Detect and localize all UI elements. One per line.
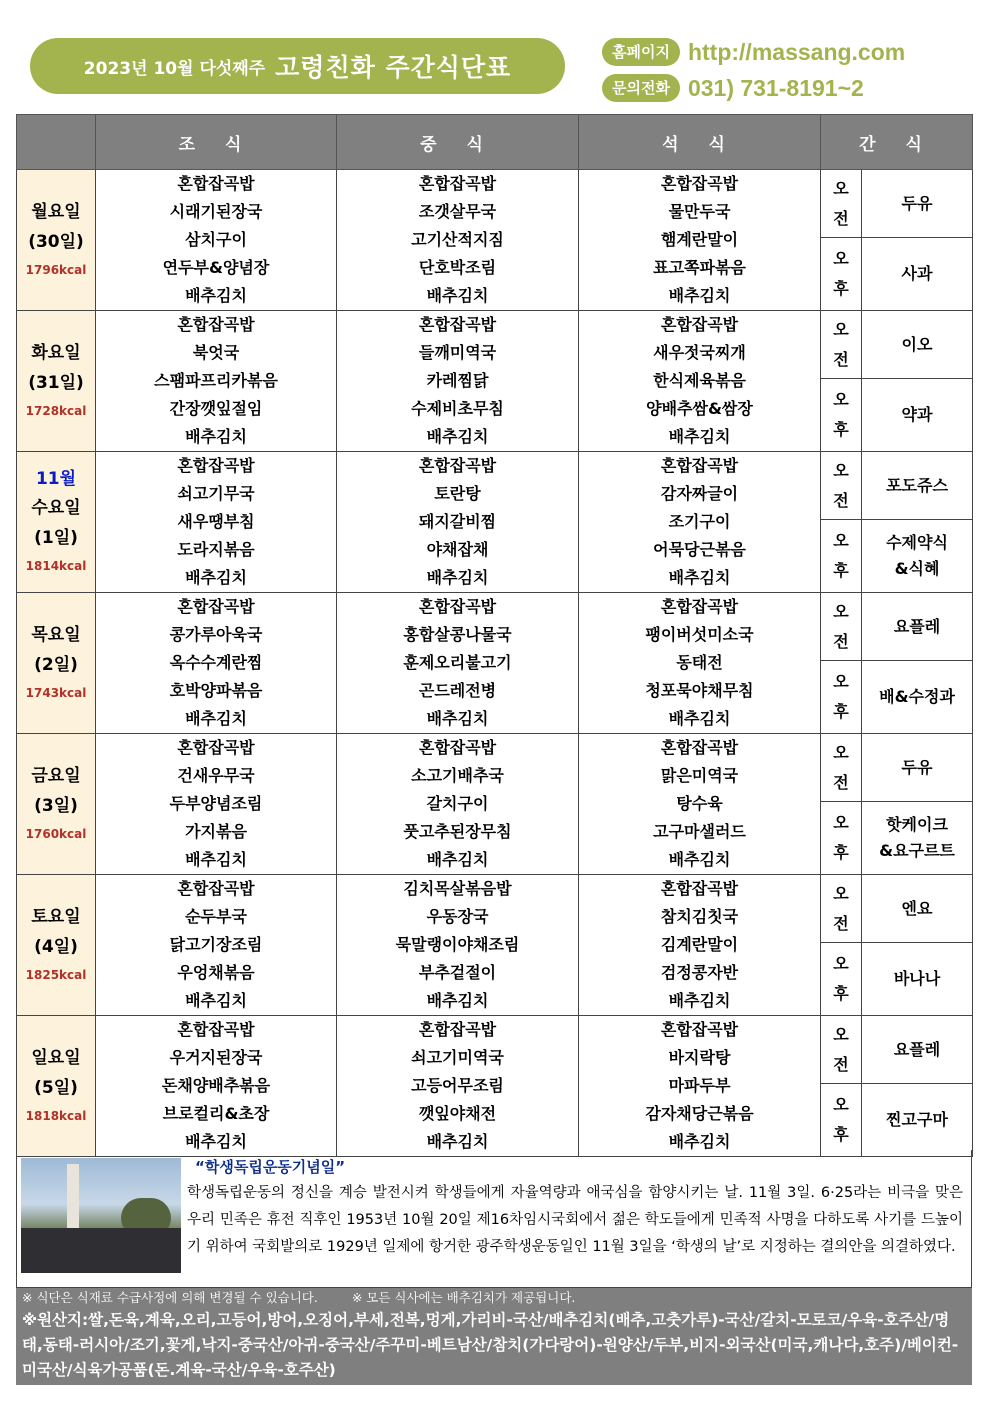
- day-cell: [17, 311, 96, 452]
- am-snack: [862, 593, 973, 661]
- menu-item: 호박양파볶음: [169, 681, 263, 700]
- homepage-link[interactable]: http://massang.com: [687, 38, 906, 65]
- day-name: 월요일: [31, 202, 81, 222]
- breakfast-cell: [96, 593, 337, 734]
- menu-item: 부추겉절이: [418, 963, 497, 982]
- half-char: 전: [833, 349, 849, 369]
- menu-item: 고기산적지짐: [411, 230, 504, 249]
- day-name: 수요일: [31, 498, 81, 518]
- menu-item: 배추김치: [426, 286, 489, 305]
- menu-item: 풋고추된장무침: [403, 822, 512, 841]
- menu-item: 배추김치: [426, 709, 489, 728]
- half-char: 오: [833, 1095, 849, 1115]
- memorial-photo: [21, 1158, 181, 1273]
- half-char: 전: [833, 208, 849, 228]
- menu-item: 혼합잡곡밥: [418, 1020, 497, 1039]
- day-cell: [17, 593, 96, 734]
- menu-body: [17, 170, 973, 1157]
- snack-text: 두유: [901, 193, 933, 213]
- menu-item: 혼합잡곡밥: [177, 597, 255, 616]
- menu-item: 마파두부: [668, 1076, 731, 1095]
- snack-text: 바나나: [893, 969, 941, 989]
- menu-item: 배추김치: [668, 991, 731, 1010]
- weekly-menu-table: [16, 114, 973, 1157]
- day-row-top: [17, 311, 973, 379]
- menu-item: 김계란말이: [660, 935, 739, 954]
- day-row-top: [17, 734, 973, 802]
- footer-notes: [22, 1288, 966, 1308]
- menu-item: 우엉채볶음: [177, 963, 255, 982]
- menu-item: 건새우무국: [177, 766, 255, 785]
- am-snack: [862, 1016, 973, 1084]
- pm-label: [821, 802, 862, 875]
- menu-item: 단호박조림: [418, 258, 497, 277]
- menu-item: 배추김치: [185, 991, 247, 1010]
- am-snack: [862, 734, 973, 802]
- lunch-cell: [337, 1016, 579, 1157]
- menu-item: 혼합잡곡밥: [177, 879, 255, 898]
- breakfast-cell: [96, 1016, 337, 1157]
- menu-item: 돈채양배추볶음: [161, 1076, 271, 1095]
- half-char: 전: [833, 1054, 849, 1074]
- info-note: [16, 1150, 972, 1288]
- menu-item: 야채잡채: [426, 540, 489, 559]
- breakfast-cell: [96, 311, 337, 452]
- pm-label: [821, 661, 862, 734]
- pm-snack: [862, 238, 973, 311]
- menu-item: 표고쪽파볶음: [653, 258, 746, 277]
- am-snack: [862, 452, 973, 520]
- menu-item: 배추김치: [185, 427, 247, 446]
- menu-item: 배추김치: [426, 568, 489, 587]
- menu-item: 배추김치: [185, 286, 247, 305]
- day-kcal: 1728kcal: [25, 404, 87, 418]
- day-name: 토요일: [31, 907, 81, 927]
- half-char: 후: [833, 279, 849, 299]
- day-name: 금요일: [31, 766, 81, 786]
- menu-item: 동태전: [676, 653, 723, 672]
- half-char: 오: [833, 601, 849, 621]
- menu-item: 카레찜닭: [426, 371, 489, 390]
- breakfast-cell: [96, 875, 337, 1016]
- pm-label: [821, 238, 862, 311]
- menu-item: 브로컬리&초장: [162, 1104, 270, 1123]
- half-char: 후: [833, 984, 849, 1004]
- am-snack: [862, 875, 973, 943]
- dinner-cell: [579, 875, 821, 1016]
- menu-item: 들깨미역국: [418, 343, 497, 362]
- menu-item: 두부양념조림: [169, 794, 263, 813]
- dinner-cell: [579, 593, 821, 734]
- lunch-header: 중 식: [337, 115, 579, 170]
- day-kcal: 1825kcal: [25, 968, 87, 982]
- day-row-top: [17, 875, 973, 943]
- page-title: 고령친화 주간식단표: [275, 53, 512, 82]
- menu-item: 갈치구이: [426, 794, 489, 813]
- menu-item: 수제비초무침: [411, 399, 504, 418]
- menu-item: 탕수육: [676, 794, 723, 813]
- day-cell: [17, 1016, 96, 1157]
- am-label: [821, 1016, 862, 1084]
- menu-item: 조갯살무국: [418, 202, 497, 221]
- menu-item: 돼지갈비찜: [418, 512, 497, 531]
- menu-item: 혼합잡곡밥: [418, 597, 497, 616]
- breakfast-cell: [96, 734, 337, 875]
- menu-item: 우동장국: [426, 907, 489, 926]
- crowd-shape: [21, 1228, 181, 1273]
- menu-item: 배추김치: [426, 850, 489, 869]
- snack-text: 요플레: [893, 616, 941, 636]
- pm-label: [821, 943, 862, 1016]
- menu-item: 바지락탕: [668, 1048, 731, 1067]
- footer-note-kimchi: ※ 모든 식사에는 배추김치가 제공됩니다.: [351, 1290, 576, 1305]
- menu-item: 배추김치: [426, 991, 489, 1010]
- menu-item: 삼치구이: [185, 230, 247, 249]
- lunch-cell: [337, 311, 579, 452]
- dinner-cell: [579, 1016, 821, 1157]
- day-date: (31일): [28, 373, 84, 393]
- half-char: 오: [833, 742, 849, 762]
- menu-item: 배추김치: [185, 850, 247, 869]
- half-char: 오: [833, 531, 849, 551]
- menu-item: 혼합잡곡밥: [177, 315, 255, 334]
- day-date: (4일): [34, 937, 78, 957]
- day-cell: [17, 875, 96, 1016]
- menu-item: 물만두국: [668, 202, 731, 221]
- menu-item: 혼합잡곡밥: [418, 315, 497, 334]
- menu-item: 쇠고기무국: [177, 484, 255, 503]
- pm-snack: [862, 943, 973, 1016]
- menu-item: 닭고기장조림: [169, 935, 263, 954]
- dinner-header: 석 식: [579, 115, 821, 170]
- half-char: 오: [833, 178, 849, 198]
- snack-text: 찐고구마: [886, 1110, 948, 1130]
- half-char: 후: [833, 561, 849, 581]
- day-kcal: 1818kcal: [25, 1109, 87, 1123]
- menu-item: 혼합잡곡밥: [177, 738, 255, 757]
- snack-text: 약과: [901, 405, 933, 425]
- menu-item: 북엇국: [192, 343, 240, 362]
- half-char: 오: [833, 460, 849, 480]
- menu-item: 배추김치: [185, 568, 247, 587]
- menu-item: 우거지된장국: [169, 1048, 263, 1067]
- half-char: 오: [833, 954, 849, 974]
- day-kcal: 1743kcal: [25, 686, 87, 700]
- breakfast-cell: [96, 452, 337, 593]
- menu-item: 훈제오리불고기: [403, 653, 512, 672]
- menu-item: 시래기된장국: [169, 202, 263, 221]
- menu-item: 깻잎야채전: [418, 1104, 497, 1123]
- footer-note-change: ※ 식단은 식재료 수급사정에 의해 변경될 수 있습니다.: [22, 1290, 318, 1305]
- day-kcal: 1796kcal: [25, 263, 87, 277]
- phone-number: 031) 731-8191~2: [687, 74, 864, 101]
- day-row-top: [17, 1016, 973, 1084]
- lunch-cell: [337, 734, 579, 875]
- day-row-top: [17, 593, 973, 661]
- menu-item: 배추김치: [668, 709, 731, 728]
- half-char: 전: [833, 490, 849, 510]
- menu-item: 참치김칫국: [660, 907, 739, 926]
- day-name: 목요일: [31, 625, 81, 645]
- menu-item: 혼합잡곡밥: [177, 1020, 255, 1039]
- menu-item: 배추김치: [668, 1132, 731, 1151]
- snack-text: 엔요: [901, 898, 933, 918]
- half-char: 후: [833, 702, 849, 722]
- breakfast-header: 조 식: [96, 115, 337, 170]
- menu-item: 맑은미역국: [660, 766, 739, 785]
- pm-label: [821, 1084, 862, 1157]
- snack-text: 수제약식 &식혜: [886, 533, 948, 579]
- menu-item: 혼합잡곡밥: [418, 456, 497, 475]
- menu-item: 고등어무조림: [411, 1076, 504, 1095]
- homepage-label: 홈페이지: [602, 38, 680, 66]
- dinner-cell: [579, 311, 821, 452]
- half-char: 오: [833, 1024, 849, 1044]
- note-text: 학생독립운동의 정신을 계승 발전시켜 학생들에게 자율역량과 애국심을 함양시키는 날. 11월 3일. 6·25라는 비극을 맞은 우리 민족은 휴전 직후인 1953년 10월 20일 제16차임시국회에서 젊은 학도들에게 민족적 사명을 다하도록 사기를 드높이기 위하여 국회발의로 1929년 일제에 항거한 광주학생운동일인 11월 3일을 ‘학생의 날’로 지정하는 결의안을 의결하였다.: [187, 1185, 963, 1255]
- day-date: (30일): [28, 232, 84, 252]
- menu-item: 혼합잡곡밥: [660, 738, 739, 757]
- am-snack: [862, 311, 973, 379]
- menu-item: 혼합잡곡밥: [418, 174, 497, 193]
- dinner-cell: [579, 452, 821, 593]
- title-week: 2023년 10월 다섯째주: [83, 58, 266, 79]
- contact-info: [602, 36, 905, 108]
- menu-item: 혼합잡곡밥: [418, 738, 497, 757]
- day-cell: [17, 170, 96, 311]
- pm-snack: [862, 379, 973, 452]
- menu-item: 간장깻잎절임: [169, 399, 263, 418]
- day-name: 화요일: [31, 343, 81, 363]
- breakfast-cell: [96, 170, 337, 311]
- menu-item: 콩가루아욱국: [169, 625, 263, 644]
- menu-item: 팽이버섯미소국: [645, 625, 754, 644]
- menu-item: 혼합잡곡밥: [660, 597, 739, 616]
- footer: [16, 1288, 972, 1385]
- note-title: “학생독립운동기념일”: [195, 1158, 346, 1176]
- am-label: [821, 875, 862, 943]
- menu-item: 배추김치: [185, 1132, 247, 1151]
- menu-item: 순두부국: [185, 907, 247, 926]
- half-char: 전: [833, 631, 849, 651]
- menu-item: 청포묵야채무침: [645, 681, 754, 700]
- day-kcal: 1760kcal: [25, 827, 87, 841]
- page-header: [0, 0, 992, 110]
- menu-item: 새우젓국찌개: [653, 343, 746, 362]
- menu-item: 고구마샐러드: [653, 822, 746, 841]
- menu-item: 김치목살볶음밥: [403, 879, 512, 898]
- day-date: (5일): [34, 1078, 78, 1098]
- corner-header: [17, 115, 96, 170]
- snack-header: 간 식: [821, 115, 973, 170]
- menu-item: 가지볶음: [185, 822, 247, 841]
- am-label: [821, 734, 862, 802]
- phone-row: [602, 72, 905, 104]
- half-char: 전: [833, 913, 849, 933]
- snack-text: 포도쥬스: [886, 475, 948, 495]
- pm-snack: [862, 1084, 973, 1157]
- menu-item: 혼합잡곡밥: [660, 1020, 739, 1039]
- pm-snack: [862, 802, 973, 875]
- menu-item: 배추김치: [185, 709, 247, 728]
- table-header-row: [17, 115, 973, 170]
- snack-text: 사과: [901, 264, 933, 284]
- day-kcal: 1814kcal: [25, 559, 87, 573]
- menu-item: 소고기배추국: [411, 766, 504, 785]
- half-char: 후: [833, 1125, 849, 1145]
- half-char: 전: [833, 772, 849, 792]
- month-label: 11월: [35, 469, 77, 489]
- menu-item: 혼합잡곡밥: [660, 879, 739, 898]
- half-char: 오: [833, 390, 849, 410]
- am-label: [821, 311, 862, 379]
- lunch-cell: [337, 875, 579, 1016]
- menu-item: 배추김치: [426, 427, 489, 446]
- menu-item: 감자짜글이: [660, 484, 739, 503]
- menu-item: 혼합잡곡밥: [660, 315, 739, 334]
- menu-item: 연두부&양념장: [162, 258, 270, 277]
- menu-item: 곤드레전병: [418, 681, 497, 700]
- menu-item: 홍합살콩나물국: [403, 625, 512, 644]
- half-char: 오: [833, 883, 849, 903]
- day-date: (1일): [34, 528, 78, 548]
- day-cell: [17, 452, 96, 593]
- day-row-top: [17, 452, 973, 520]
- am-label: [821, 593, 862, 661]
- half-char: 오: [833, 249, 849, 269]
- menu-item: 배추김치: [426, 1132, 489, 1151]
- menu-item: 혼합잡곡밥: [660, 174, 739, 193]
- pm-label: [821, 520, 862, 593]
- half-char: 후: [833, 420, 849, 440]
- origin-info: ※원산지:쌀,돈육,계육,오리,고등어,방어,오징어,부세,전복,멍게,가리비-국산/배추김치(배추,고춧가루)-국산/갈치-모로코/우육-호주산/명태,동태-러시아/조기,꽃게,낙지-중국산/아귀-중국산/주꾸미-베트남산/참치(가다랑어)-원양산/두부,비지-외국산(미국,캐나다,호주)/베이컨-미국산/식육가공품(돈.계육-국산/우육-호주산): [22, 1311, 959, 1379]
- dinner-cell: [579, 734, 821, 875]
- phone-label: 문의전화: [602, 74, 680, 102]
- menu-item: 스팸파프리카볶음: [154, 371, 278, 390]
- menu-item: 혼합잡곡밥: [177, 174, 255, 193]
- menu-item: 감자채당근볶음: [645, 1104, 754, 1123]
- title-banner: [30, 38, 565, 94]
- homepage-row: [602, 36, 905, 68]
- snack-text: 두유: [901, 757, 933, 777]
- lunch-cell: [337, 593, 579, 734]
- dinner-cell: [579, 170, 821, 311]
- menu-item: 햄계란말이: [660, 230, 739, 249]
- menu-item: 새우땡부침: [177, 512, 255, 531]
- day-date: (3일): [34, 796, 78, 816]
- day-row-top: [17, 170, 973, 238]
- menu-item: 묵말랭이야채조림: [395, 935, 520, 954]
- day-name: 일요일: [31, 1048, 81, 1068]
- lunch-cell: [337, 170, 579, 311]
- menu-item: 배추김치: [668, 427, 731, 446]
- menu-item: 배추김치: [668, 850, 731, 869]
- half-char: 오: [833, 319, 849, 339]
- am-snack: [862, 170, 973, 238]
- snack-text: 요플레: [893, 1039, 941, 1059]
- menu-item: 어묵당근볶음: [653, 540, 746, 559]
- half-char: 오: [833, 813, 849, 833]
- monument-shape: [67, 1164, 79, 1234]
- menu-item: 토란탕: [434, 484, 481, 503]
- menu-item: 쇠고기미역국: [411, 1048, 504, 1067]
- lunch-cell: [337, 452, 579, 593]
- snack-text: 배&수정과: [879, 687, 955, 707]
- snack-text: 핫케이크 &요구르트: [879, 815, 955, 861]
- menu-item: 혼합잡곡밥: [177, 456, 255, 475]
- menu-item: 조기구이: [668, 512, 731, 531]
- day-date: (2일): [34, 655, 78, 675]
- menu-item: 옥수수계란찜: [169, 653, 263, 672]
- pm-snack: [862, 661, 973, 734]
- menu-item: 검정콩자반: [660, 963, 739, 982]
- half-char: 오: [833, 672, 849, 692]
- day-cell: [17, 734, 96, 875]
- snack-text: 이오: [901, 334, 933, 354]
- am-label: [821, 170, 862, 238]
- menu-item: 혼합잡곡밥: [660, 456, 739, 475]
- menu-item: 한식제육볶음: [653, 371, 746, 390]
- menu-item: 양배추쌈&쌈장: [646, 399, 753, 418]
- menu-item: 도라지볶음: [177, 540, 255, 559]
- pm-label: [821, 379, 862, 452]
- pm-snack: [862, 520, 973, 593]
- menu-item: 배추김치: [668, 568, 731, 587]
- am-label: [821, 452, 862, 520]
- menu-item: 배추김치: [668, 286, 731, 305]
- half-char: 후: [833, 843, 849, 863]
